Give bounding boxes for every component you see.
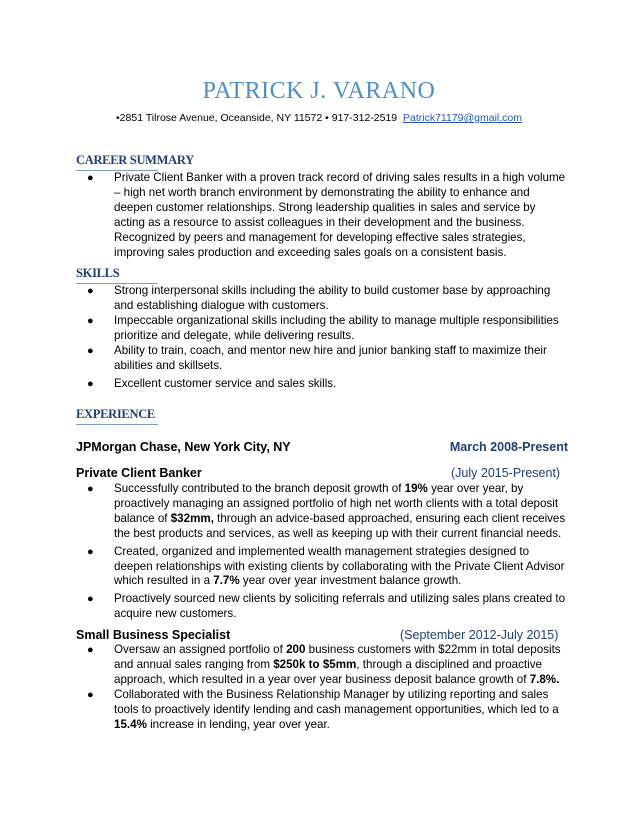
experience-heading: EXPERIENCE <box>76 407 155 421</box>
bullet-icon: ● <box>87 483 94 495</box>
private-client-banker-list <box>84 482 568 622</box>
skills-heading: SKILLS <box>76 266 120 280</box>
bullet-icon: ● <box>87 344 94 357</box>
role-dates: (July 2015-Present) <box>451 466 561 480</box>
bullet-icon: ● <box>87 285 94 297</box>
list-item: ● Created, organized and implemented wealth management strategies designed to deepen relationships with existing clients by collaborating with the Private Client Advisor which resulted in a 7.7% year over year investment balance growth. <box>87 544 565 588</box>
list-item: ● Collaborated with the Business Relationship Manager by utilizing reporting and sales tools to proactively identify lending and cash management opportunities, which led to a 15.4% increase in lending, year over year. <box>87 687 559 731</box>
bullet-icon: ● <box>87 172 94 184</box>
list-item: ● Successfully contributed to the branch deposit growth of 19% year over year, by proactively managing an assigned portfolio of high net worth clients with a total deposit balance of $32mm, through an advice-based approached, ensuring each client receives the best products and services, as well as keeping up with their current financial needs. <box>87 482 566 540</box>
candidate-name: PATRICK J. VARANO <box>202 78 436 104</box>
bullet-icon: ● <box>87 378 94 391</box>
employer-name: JPMorgan Chase, New York City, NY <box>76 440 291 454</box>
email-link[interactable]: Patrick71179@gmail.com <box>402 112 522 124</box>
role-title: Small Business Specialist <box>76 628 231 642</box>
bullet-icon: ● <box>87 688 94 701</box>
bullet-icon: ● <box>87 545 94 558</box>
list-item: ● Impeccable organizational skills including the ability to manage multiple responsibilities prioritize and delegate, while delivering results. <box>87 313 559 342</box>
list-item: ● Oversaw an assigned portfolio of 200 business customers with $22mm in total deposits and annual sales ranging from $250k to $5mm, through a disciplined and proactive approach, which resulted in a year over year business deposit balance growth of 7.8%. <box>87 643 561 686</box>
list-item: ● Ability to train, coach, and mentor new hire and junior banking staff to maximize their abilities and skillsets. <box>87 343 547 372</box>
list-item: ● Private Client Banker with a proven track record of driving sales results in a high volume – high net worth branch environment by demonstrating the ability to enhance and deepen customer relationships. Strong leadership qualities in sales and service by acting as a resource to assist colleagues in their development and the business. Recognized by peers and management for developing effective sales strategies, improving sales production and exceeding sales goals on a consistent basis. <box>87 171 566 259</box>
bullet-icon: ● <box>87 593 94 606</box>
bullet-icon: ● <box>87 644 94 656</box>
experience-rule <box>76 424 158 425</box>
list-item: ● Strong interpersonal skills including the ability to build customer base by approaching and establishing dialogue with customers. <box>87 284 551 312</box>
role-dates: (September 2012-July 2015) <box>400 628 559 642</box>
list-item: ● Excellent customer service and sales skills. <box>87 377 337 391</box>
contact-line <box>0 112 638 124</box>
list-item: ● Proactively sourced new clients by soliciting referrals and utilizing sales plans created to acquire new customers. <box>87 592 566 621</box>
career-summary-list <box>84 171 568 260</box>
contact-address-phone: •2851 Tilrose Avenue, Oceanside, NY 11572 • 917-312-2519 <box>116 112 398 124</box>
bullet-icon: ● <box>87 314 94 327</box>
small-business-specialist-list <box>84 643 568 732</box>
role-title: Private Client Banker <box>76 466 202 480</box>
employer-dates: March 2008-Present <box>449 440 568 454</box>
career-summary-heading: CAREER SUMMARY <box>76 153 194 167</box>
skills-list <box>84 284 568 392</box>
